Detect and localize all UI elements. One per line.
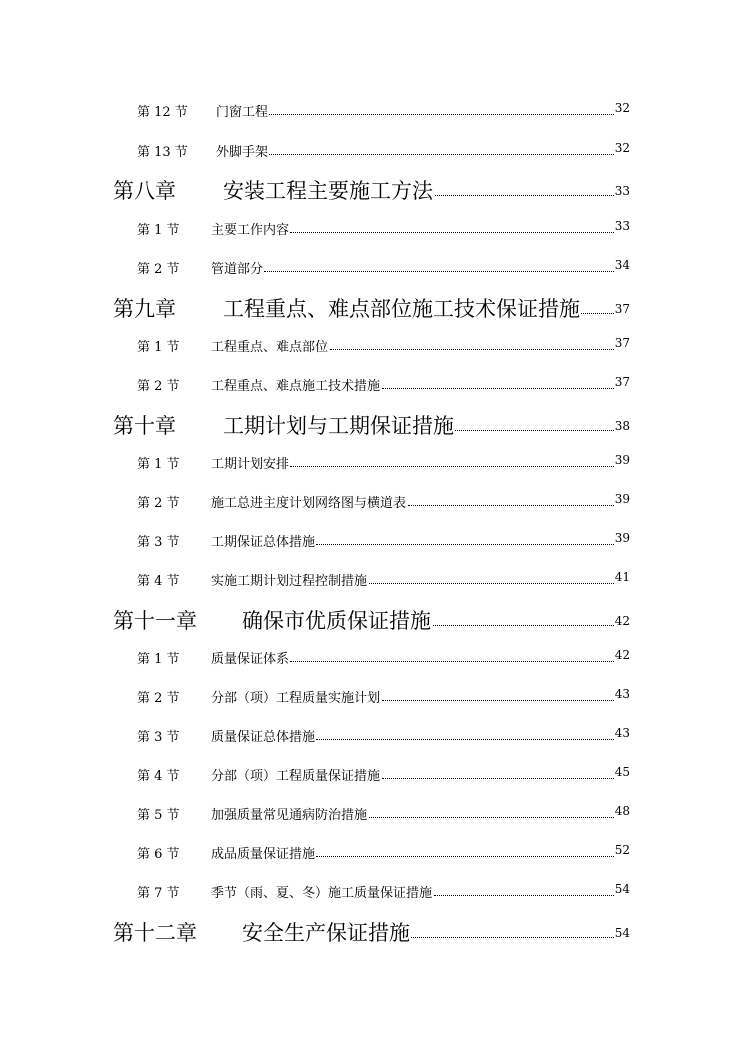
section-number: 第 12 节 bbox=[137, 105, 188, 120]
chapter-title: 安全生产保证措施 bbox=[242, 917, 411, 947]
chapter-title: 确保市优质保证措施 bbox=[242, 605, 432, 635]
section-title: 质量保证体系 bbox=[211, 648, 290, 667]
chapter-number: 第十二章 bbox=[113, 921, 197, 945]
section-number: 第 6 节 bbox=[137, 847, 180, 862]
chapter-number: 第十章 bbox=[113, 414, 176, 438]
dot-leader bbox=[316, 856, 628, 857]
chapter-title: 安装工程主要施工方法 bbox=[223, 175, 434, 205]
page-number: 54 bbox=[614, 882, 630, 896]
section-number: 第 5 节 bbox=[137, 808, 180, 823]
page-number: 33 bbox=[614, 219, 630, 233]
page-number: 37 bbox=[614, 375, 630, 389]
page-number: 37 bbox=[614, 302, 630, 316]
page-number: 42 bbox=[614, 614, 630, 628]
dot-leader bbox=[290, 232, 628, 233]
section-number: 第 1 节 bbox=[137, 340, 180, 355]
section-title: 主要工作内容 bbox=[211, 219, 290, 238]
dot-leader bbox=[420, 195, 628, 196]
dot-leader bbox=[440, 430, 628, 431]
chapter-title: 工程重点、难点部位施工技术保证措施 bbox=[223, 293, 581, 323]
page-number: 43 bbox=[614, 726, 630, 740]
page-number: 34 bbox=[614, 258, 630, 272]
section-number: 第 1 节 bbox=[137, 652, 180, 667]
dot-leader bbox=[404, 937, 628, 938]
page-number: 39 bbox=[614, 531, 630, 545]
page-number: 54 bbox=[614, 926, 630, 940]
page-number: 48 bbox=[614, 804, 630, 818]
dot-leader bbox=[408, 505, 628, 506]
section-title: 门窗工程 bbox=[216, 101, 269, 120]
chapter-number: 第八章 bbox=[113, 179, 176, 203]
section-title: 工程重点、难点部位 bbox=[211, 336, 329, 355]
dot-leader bbox=[316, 739, 628, 740]
dot-leader bbox=[290, 466, 628, 467]
section-number: 第 1 节 bbox=[137, 457, 180, 472]
dot-leader bbox=[268, 114, 628, 115]
section-title: 外脚手架 bbox=[216, 141, 269, 160]
dot-leader bbox=[268, 154, 628, 155]
dot-leader bbox=[434, 895, 628, 896]
section-number: 第 4 节 bbox=[137, 769, 180, 784]
section-number: 第 2 节 bbox=[137, 262, 180, 277]
page-number: 42 bbox=[614, 648, 630, 662]
dot-leader bbox=[316, 544, 628, 545]
section-number: 第 2 节 bbox=[137, 379, 180, 394]
dot-leader bbox=[264, 271, 628, 272]
page-number: 32 bbox=[614, 101, 630, 115]
page-number: 41 bbox=[614, 570, 630, 584]
dot-leader bbox=[369, 583, 628, 584]
page-number: 52 bbox=[614, 843, 630, 857]
page-number: 32 bbox=[614, 141, 630, 155]
chapter-number: 第九章 bbox=[113, 297, 176, 321]
section-number: 第 13 节 bbox=[137, 145, 188, 160]
section-number: 第 2 节 bbox=[137, 691, 180, 706]
page-number: 39 bbox=[614, 492, 630, 506]
chapter-number: 第十一章 bbox=[113, 609, 197, 633]
section-number: 第 1 节 bbox=[137, 223, 180, 238]
page-number: 33 bbox=[614, 184, 630, 198]
section-title: 实施工期计划过程控制措施 bbox=[211, 570, 368, 589]
section-title: 质量保证总体措施 bbox=[211, 726, 316, 745]
page-number: 45 bbox=[614, 765, 630, 779]
dot-leader bbox=[382, 388, 628, 389]
section-title: 分部（项）工程质量保证措施 bbox=[211, 765, 381, 784]
chapter-title: 工期计划与工期保证措施 bbox=[223, 410, 455, 440]
section-title: 加强质量常见通病防治措施 bbox=[211, 804, 368, 823]
page-number: 39 bbox=[614, 453, 630, 467]
section-title: 施工总进主度计划网络图与横道表 bbox=[211, 492, 407, 511]
dot-leader bbox=[382, 778, 628, 779]
section-number: 第 4 节 bbox=[137, 574, 180, 589]
dot-leader bbox=[290, 661, 628, 662]
page-number: 43 bbox=[614, 687, 630, 701]
section-number: 第 3 节 bbox=[137, 535, 180, 550]
section-title: 分部（项）工程质量实施计划 bbox=[211, 687, 381, 706]
section-title: 工程重点、难点施工技术措施 bbox=[211, 375, 381, 394]
dot-leader bbox=[369, 817, 628, 818]
section-number: 第 3 节 bbox=[137, 730, 180, 745]
section-title: 工期计划安排 bbox=[211, 453, 290, 472]
section-title: 成品质量保证措施 bbox=[211, 843, 316, 862]
page-number: 37 bbox=[614, 336, 630, 350]
section-title: 管道部分 bbox=[211, 258, 264, 277]
dot-leader bbox=[330, 349, 628, 350]
section-title: 工期保证总体措施 bbox=[211, 531, 316, 550]
section-title: 季节（雨、夏、冬）施工质量保证措施 bbox=[211, 882, 433, 901]
dot-leader bbox=[382, 700, 628, 701]
section-number: 第 2 节 bbox=[137, 496, 180, 511]
dot-leader bbox=[426, 625, 628, 626]
section-number: 第 7 节 bbox=[137, 886, 180, 901]
page-number: 38 bbox=[614, 419, 630, 433]
